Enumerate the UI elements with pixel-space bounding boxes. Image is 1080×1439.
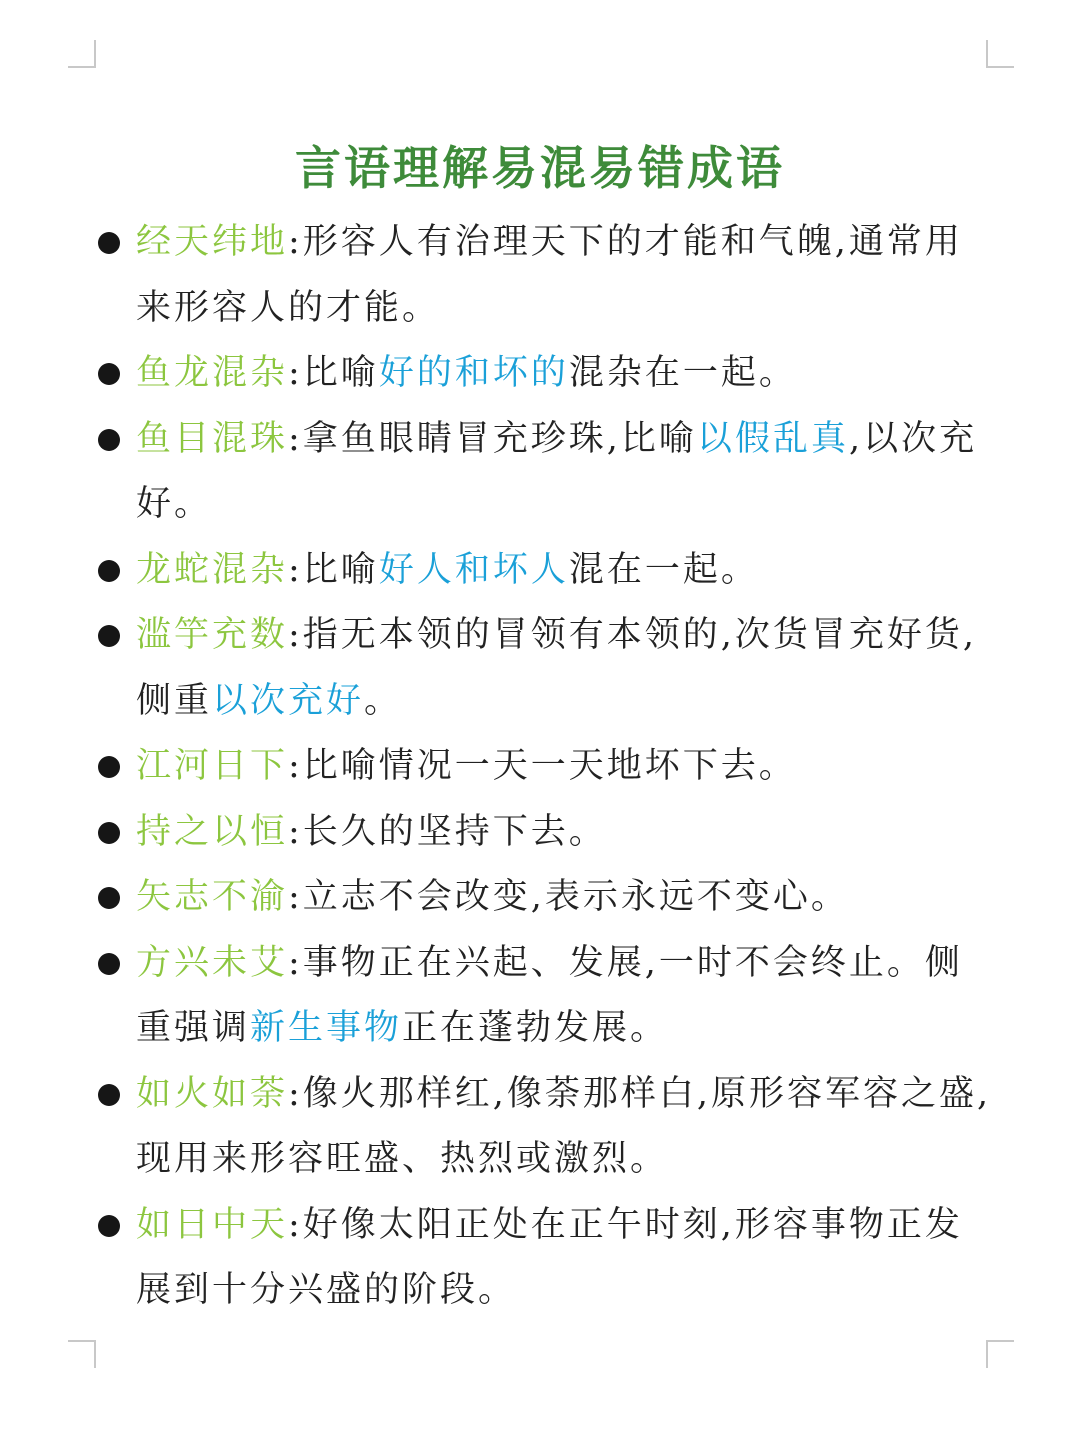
- definition-text: :像火那样红,像荼那样白,原形容军容之盛,现用来形容旺盛、热烈或激烈。: [136, 1073, 992, 1179]
- idiom-term: 鱼龙混杂: [136, 353, 289, 393]
- idiom-entry: [96, 865, 996, 931]
- idiom-entry: [96, 1193, 996, 1324]
- bullet-dot-icon: [98, 1084, 120, 1106]
- idiom-entry: [96, 603, 996, 734]
- bullet-dot-icon: [98, 822, 120, 844]
- idiom-term: 如日中天: [136, 1204, 289, 1245]
- bullet-dot-icon: [98, 625, 120, 647]
- definition-text: :拿鱼眼睛冒充珍珠,比喻: [288, 418, 697, 459]
- definition-text: 正在蓬勃发展。: [402, 1008, 669, 1048]
- idiom-term: 矢志不渝: [136, 877, 289, 917]
- idiom-entry: [96, 1062, 996, 1193]
- definition-text: 混杂在一起。: [568, 353, 797, 393]
- highlighted-phrase: 以次充好: [212, 680, 365, 721]
- definition-text: 混在一起。: [568, 549, 759, 590]
- definition-text: :比喻情况一天一天地坏下去。: [288, 746, 797, 786]
- idiom-entry: [96, 734, 996, 800]
- definition-text: :好像太阳正处在正午时刻,形容事物正发展到十分兴盛的阶段。: [136, 1204, 963, 1310]
- bullet-dot-icon: [98, 232, 120, 254]
- idiom-entry: [96, 407, 996, 538]
- definition-text: :立志不会改变,表示永远不变心。: [288, 877, 849, 917]
- bullet-dot-icon: [98, 953, 120, 975]
- highlighted-phrase: 好人和坏人: [378, 549, 569, 590]
- idiom-term: 方兴未艾: [136, 942, 289, 983]
- definition-text: :比喻: [288, 549, 379, 590]
- definition-text: 。: [364, 680, 403, 721]
- idiom-term: 如火如荼: [136, 1073, 289, 1114]
- definition-text: :长久的坚持下去。: [288, 811, 607, 852]
- idiom-entry: [96, 210, 996, 341]
- idiom-entry: [96, 538, 996, 604]
- idiom-list: [96, 210, 996, 1324]
- definition-text: :事物正在兴起、发展,一时不会终止。侧重强调: [136, 942, 963, 1048]
- bullet-dot-icon: [98, 756, 120, 778]
- idiom-entry: [96, 341, 996, 407]
- idiom-term: 龙蛇混杂: [136, 549, 289, 590]
- bullet-dot-icon: [98, 887, 120, 909]
- page-title: 言语理解易混易错成语: [295, 141, 785, 195]
- crop-mark-top-left: [68, 40, 96, 68]
- bullet-dot-icon: [98, 429, 120, 451]
- definition-text: ,以次充好。: [136, 418, 978, 524]
- definition-text: :指无本领的冒领有本领的,次货冒充好货,侧重: [136, 615, 978, 721]
- definition-text: :比喻: [288, 353, 379, 393]
- crop-mark-bottom-right: [986, 1340, 1014, 1368]
- idiom-term: 江河日下: [136, 746, 289, 786]
- highlighted-phrase: 新生事物: [250, 1008, 403, 1048]
- bullet-dot-icon: [98, 560, 120, 582]
- idiom-term: 鱼目混珠: [136, 418, 289, 459]
- definition-text: :形容人有治理天下的才能和气魄,通常用来形容人的才能。: [136, 222, 963, 328]
- idiom-entry: [96, 931, 996, 1062]
- highlighted-phrase: 好的和坏的: [378, 353, 569, 393]
- crop-mark-top-right: [986, 40, 1014, 68]
- crop-mark-bottom-left: [68, 1340, 96, 1368]
- bullet-dot-icon: [98, 363, 120, 385]
- idiom-term: 滥竽充数: [136, 615, 289, 655]
- highlighted-phrase: 以假乱真: [696, 418, 849, 459]
- bullet-dot-icon: [98, 1215, 120, 1237]
- idiom-term: 持之以恒: [136, 811, 289, 852]
- idiom-entry: [96, 800, 996, 866]
- idiom-term: 经天纬地: [136, 222, 289, 262]
